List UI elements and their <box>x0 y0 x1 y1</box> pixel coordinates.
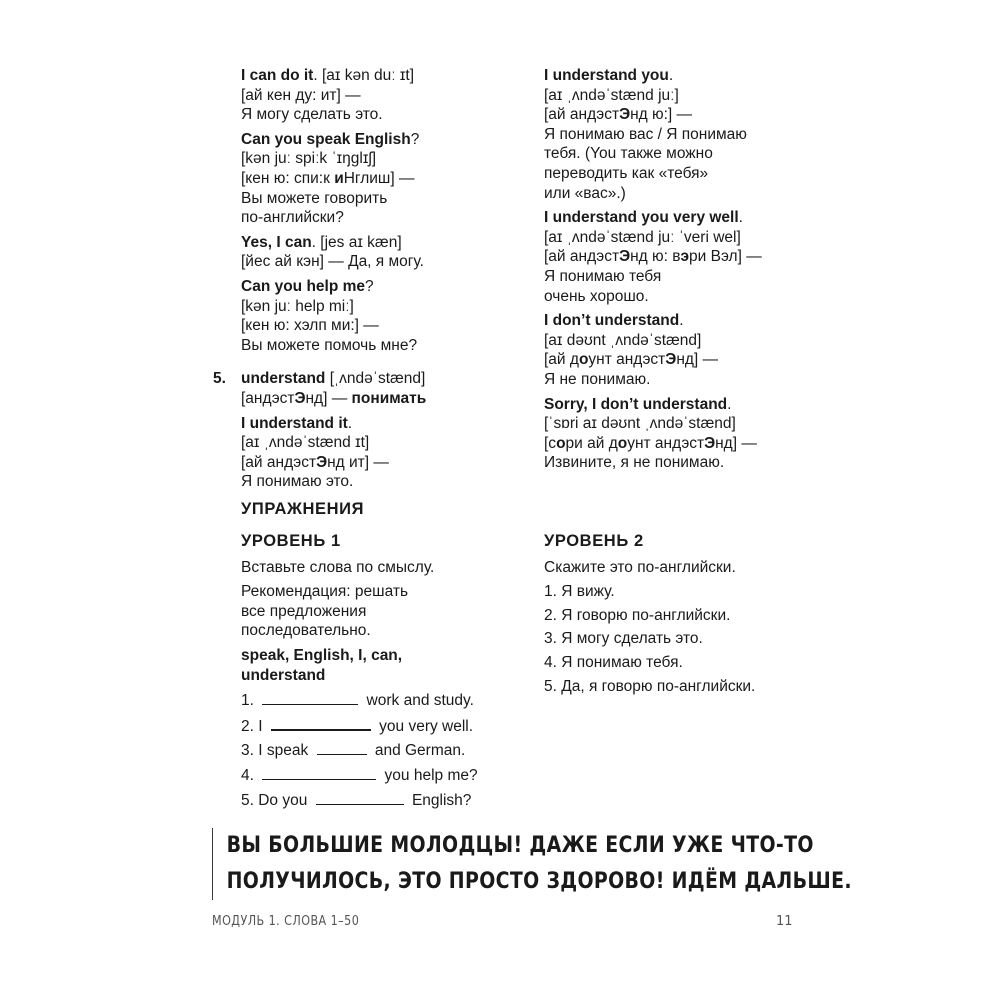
fill-in-item: 4. you help me? <box>241 766 478 784</box>
fill-in-list <box>241 690 531 810</box>
translation: Вы можете говорить <box>241 189 388 207</box>
answer-blank[interactable] <box>317 740 367 755</box>
translation: очень хорошо. <box>544 287 649 305</box>
vocab-entry: Yes, I can. [jes aɪ kæn] [йес ай кэн] — Да, я могу. <box>241 233 511 272</box>
transcription: [kən juː help miː] <box>241 297 354 315</box>
level-1-instruction: Вставьте слова по смыслу. <box>241 558 435 576</box>
translation: Извините, я не понимаю. <box>544 454 725 472</box>
transcription: [aɪ ˌʌndəˈstænd juː ˈveri wel] <box>544 228 741 246</box>
translation: или «вас».) <box>544 184 626 202</box>
level-2-title: УРОВЕНЬ 2 <box>544 532 644 550</box>
transcription: [ˈsɒri aɪ dəʊnt ˌʌndəˈstænd] <box>544 415 736 433</box>
english-phrase: Can you speak English <box>241 130 411 148</box>
english-phrase: I can do it <box>241 67 314 84</box>
english-phrase: I don’t understand <box>544 312 680 330</box>
vocab-word <box>213 369 511 408</box>
translation: Я могу сделать это. <box>241 106 383 124</box>
transcription: [aɪ dəʊnt ˌʌndəˈstænd] <box>544 331 702 349</box>
russian-transcription: [ай андэстЭнд ит] — <box>241 453 389 471</box>
english-phrase: Yes, I can <box>241 233 312 251</box>
exercise-level-1 <box>241 532 531 814</box>
translate-list <box>544 582 844 696</box>
footer-module-label: МОДУЛЬ 1. СЛОВА 1–50 <box>212 914 360 929</box>
exercise-level-2 <box>544 532 844 700</box>
english-phrase: I understand you very well <box>544 209 739 227</box>
answer-blank[interactable] <box>262 690 358 705</box>
translation: переводить как «тебя» <box>544 164 709 182</box>
translate-item: 3. Я могу сделать это. <box>544 630 703 648</box>
level-1-recommendation: Рекомендация: решать все предложения последовательно. <box>241 583 409 640</box>
word-bank: speak, English, I, can, understand <box>241 646 403 684</box>
transcription: [ˌʌndəˈstænd] <box>325 370 426 388</box>
transcription: [kən juː spiːk ˈɪŋglɪʃ] <box>241 150 377 168</box>
level-2-instruction: Скажите это по-английски. <box>544 558 736 576</box>
vocab-column-right <box>544 66 804 478</box>
translation: Я не понимаю. <box>544 370 651 388</box>
translation: по-английски? <box>241 209 344 227</box>
english-phrase: Sorry, I don’t understand <box>544 395 728 413</box>
vocab-column-left <box>213 66 511 497</box>
transcription: [aɪ ˌʌndəˈstænd juː] <box>544 86 679 104</box>
answer-blank[interactable] <box>262 765 376 780</box>
vocab-entry: Can you speak English? [kən juː spiːk ˈɪŋglɪʃ] [кен ю: спи:к иНглиш] — Вы можете говорить по-английски? <box>241 130 511 228</box>
answer-blank[interactable] <box>271 715 371 731</box>
transcription: [aɪ ˌʌndəˈstænd ɪt] <box>241 434 370 452</box>
russian-transcription: [кен ю: хэлп ми:] — <box>241 317 379 335</box>
word-number: 5. <box>213 370 226 388</box>
russian-transcription: [сори ай доунт андэстЭнд] — <box>544 434 757 452</box>
translate-item: 1. Я вижу. <box>544 583 615 601</box>
fill-in-item: 2. I you very well. <box>241 715 531 737</box>
transcription: [jes aɪ kæn] <box>315 233 402 251</box>
level-1-title: УРОВЕНЬ 1 <box>241 532 341 550</box>
russian-transcription: [ай кен ду: ит] — <box>241 86 361 104</box>
english-phrase: I understand you <box>544 67 669 84</box>
vocab-entry: I understand you very well. [aɪ ˌʌndəˈstænd juː ˈveri wel] [ай андэстЭнд ю: вэри Вэл] — Я понимаю тебя очень хорошо. <box>544 208 804 306</box>
russian-transcription: [ай андэстЭнд ю:] — <box>544 106 693 124</box>
translation: Я понимаю вас / Я понимаю <box>544 125 747 143</box>
english-phrase: I understand it <box>241 414 348 432</box>
motivation-callout: ВЫ БОЛЬШИЕ МОЛОДЦЫ! ДАЖЕ ЕСЛИ УЖЕ ЧТО-ТО ПОЛУЧИЛОСЬ, ЭТО ПРОСТО ЗДОРОВО! ИДЁМ ДАЛЬШЕ. <box>212 828 777 900</box>
exercises-heading: УПРАЖНЕНИЯ <box>241 500 365 518</box>
vocab-entry: I don’t understand. [aɪ dəʊnt ˌʌndəˈstænd] [ай доунт андэстЭнд] — Я не понимаю. <box>544 311 804 389</box>
vocab-entry: I understand it. [aɪ ˌʌndəˈstænd ɪt] [ай андэстЭнд ит] — Я понимаю это. <box>241 414 511 492</box>
russian-transcription: [андэстЭнд] — понимать <box>241 389 427 407</box>
russian-transcription: [кен ю: спи:к иНглиш] — <box>241 169 415 187</box>
russian-transcription: [ай андэстЭнд ю: вэри Вэл] — <box>544 248 762 266</box>
headword: understand <box>241 370 326 388</box>
translation: Я понимаю тебя <box>544 267 662 285</box>
translation: тебя. (You также можно <box>544 145 713 163</box>
translation: [йес ай кэн] — Да, я могу. <box>241 253 424 271</box>
fill-in-item: 5. Do you English? <box>241 791 472 809</box>
answer-blank[interactable] <box>316 790 404 805</box>
fill-in-item: 1. work and study. <box>241 692 474 710</box>
vocab-entry: Sorry, I don’t understand. [ˈsɒri aɪ dəʊnt ˌʌndəˈstænd] [сори ай доунт андэстЭнд] — Извините, я не понимаю. <box>544 395 804 473</box>
vocab-entry: I can do it. [aɪ kən duː ɪt] [ай кен ду: ит] — Я могу сделать это. <box>241 66 511 125</box>
vocab-entry: Can you help me? [kən juː help miː] [кен ю: хэлп ми:] — Вы можете помочь мне? <box>241 277 511 355</box>
translate-item: 2. Я говорю по-английски. <box>544 606 731 624</box>
translate-item: 4. Я понимаю тебя. <box>544 653 683 671</box>
translation: Вы можете помочь мне? <box>241 336 418 354</box>
fill-in-item: 3. I speak and German. <box>241 742 466 760</box>
headword-translation: понимать <box>351 389 427 407</box>
translation: Я понимаю это. <box>241 473 354 491</box>
english-phrase: Can you help me <box>241 277 366 295</box>
transcription: [aɪ kən duː ɪt] <box>317 67 414 84</box>
page-number: 11 <box>776 914 793 929</box>
russian-transcription: [ай доунт андэстЭнд] — <box>544 351 719 369</box>
vocab-entry: I understand you. [aɪ ˌʌndəˈstænd juː] [ай андэстЭнд ю:] — Я понимаю вас / Я понимаю тебя. (You также можно переводить как «тебя» или «вас».) <box>544 66 804 203</box>
translate-item: 5. Да, я говорю по-английски. <box>544 677 756 695</box>
